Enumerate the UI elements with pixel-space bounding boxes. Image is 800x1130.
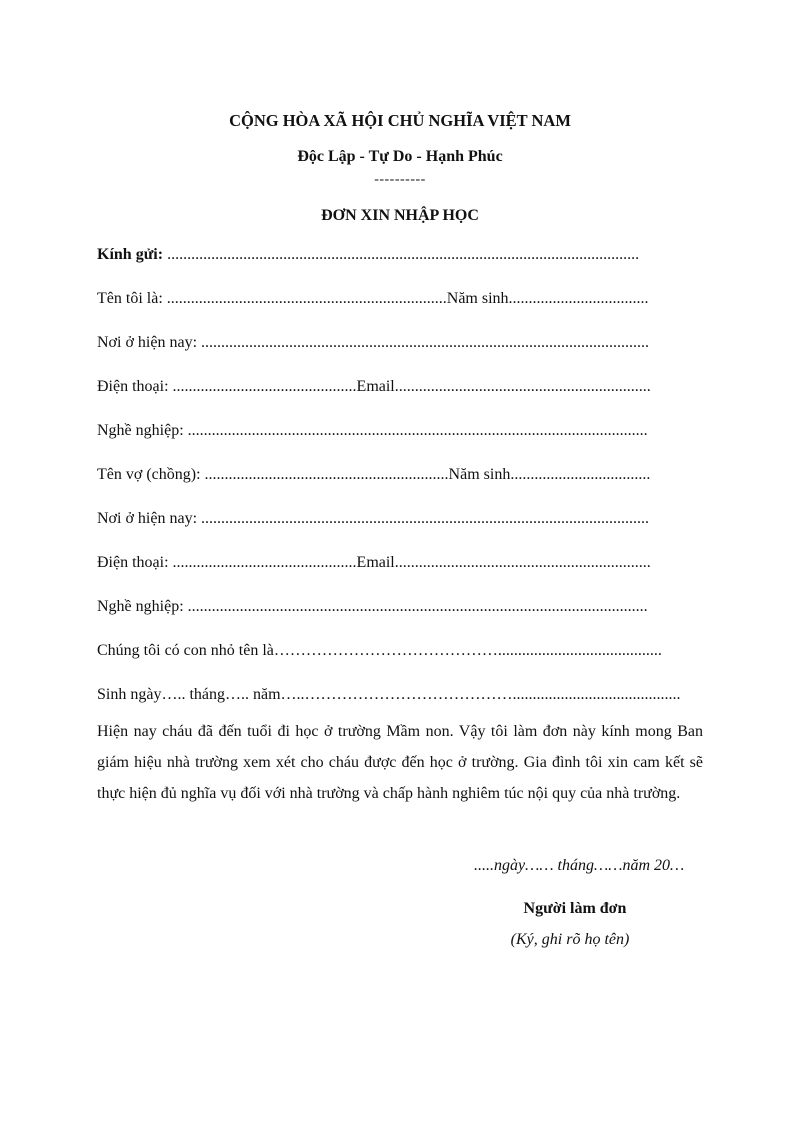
signature-date: .....ngày…… tháng……năm 20… — [474, 857, 685, 874]
occupation-line: Nghề nghiệp: ................................................................................................................... — [97, 422, 648, 439]
spouse-phone-email-line: Điện thoại: ..............................................Email................................................................ — [97, 554, 651, 571]
child-birth-line: Sinh ngày….. tháng….. năm…..………………………………….......................................... — [97, 686, 681, 703]
child-name-line: Chúng tôi có con nhỏ tên là……………………………………......................................... — [97, 642, 662, 659]
recipient-line — [97, 245, 701, 265]
spouse-occupation-line: Nghề nghiệp: ................................................................................................................... — [97, 598, 648, 615]
address-line: Nơi ở hiện nay: ................................................................................................................ — [97, 334, 650, 351]
request-paragraph: Hiện nay cháu đã đến tuổi đi học ở trường Mầm non. Vậy tôi làm đơn này kính mong Ban giám hiệu nhà trường xem xét cho cháu được đến học ở trường. Gia đình tôi xin cam kết sẽ thực hiện đủ nghĩa vụ đối với nhà trường và chấp hành nghiêm túc nội quy của nhà trường. — [97, 723, 703, 802]
name-line: Tên tôi là: ......................................................................Năm sinh................................... — [97, 290, 649, 307]
spouse-address-line: Nơi ở hiện nay: ................................................................................................................ — [97, 510, 650, 527]
header-separator: ---------- — [374, 172, 426, 187]
national-motto: Độc Lập - Tự Do - Hạnh Phúc — [297, 148, 503, 165]
spouse-line: Tên vợ (chồng): .............................................................Năm sinh................................... — [97, 466, 651, 483]
recipient-fill: ...................................................................................................................... — [163, 246, 640, 263]
phone-email-line: Điện thoại: ..............................................Email................................................................ — [97, 378, 651, 395]
document-title: ĐƠN XIN NHẬP HỌC — [321, 207, 479, 224]
signature-note: (Ký, ghi rõ họ tên) — [510, 931, 630, 948]
national-header: CỘNG HÒA XÃ HỘI CHỦ NGHĨA VIỆT NAM — [229, 111, 571, 130]
signature-title: Người làm đơn — [523, 900, 627, 917]
recipient-label: Kính gửi: — [97, 246, 164, 263]
